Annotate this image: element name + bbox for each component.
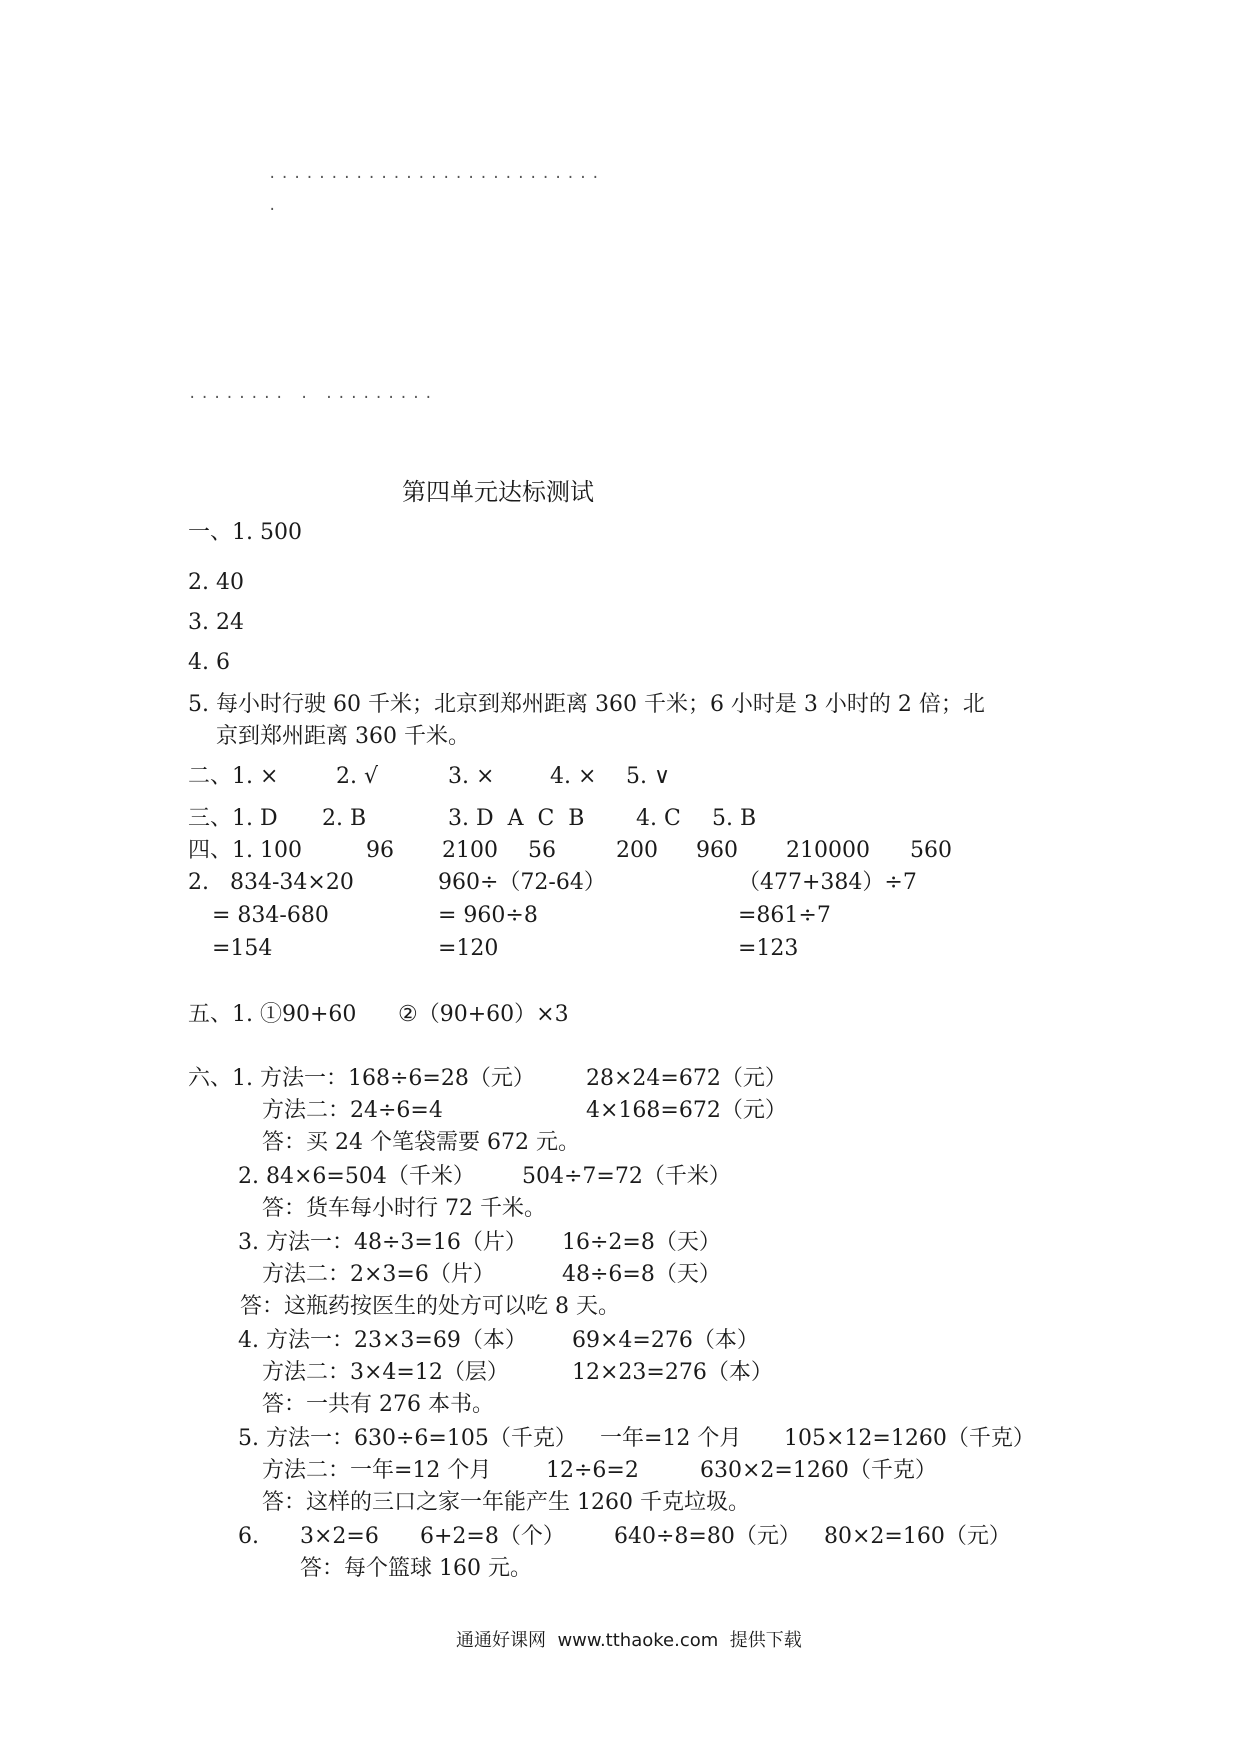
s6-q1-answer: 答：买 24 个笔袋需要 672 元。 [262,1130,580,1155]
s3-item-1: 三、1. D [188,806,278,831]
s4-c2-1: 960÷（72-64） [438,870,606,895]
s6-q2a-1: 2. 84×6=504（千米） [238,1164,475,1189]
s6-q6-answer: 答：每个篮球 160 元。 [300,1556,532,1581]
s5-item-2: ②（90+60）×3 [398,1002,569,1027]
s4-c3-3: =123 [738,936,799,961]
s6-q5a-2: 一年=12 个月 [600,1426,742,1451]
s6-q1b-1: 方法二：24÷6=4 [262,1098,443,1123]
s4-c1-3: =154 [212,936,273,961]
s4-c1-1: 2. 834-34×20 [188,870,354,895]
s4-r1-4: 56 [528,838,556,863]
s6-q6a-4: 80×2=160（元） [824,1524,1011,1549]
s1-line-5b: 京到郑州距离 360 千米。 [216,724,470,749]
s6-q3a-1: 3. 方法一：48÷3=16（片） [238,1230,527,1255]
s6-q5a-1: 5. 方法一：630÷6=105（千克） [238,1426,577,1451]
s3-item-4: 4. C [636,806,681,831]
s1-line-2: 2. 40 [188,570,244,595]
s3-item-2: 2. B [322,806,367,831]
s4-r1-6: 960 [696,838,738,863]
s6-q6-num: 6. [238,1524,259,1549]
s4-c2-2: = 960÷8 [438,903,538,928]
s4-r1-8: 560 [910,838,952,863]
s6-q1a-1: 六、1. 方法一：168÷6=28（元） [188,1066,535,1091]
s1-line-3: 3. 24 [188,610,244,635]
s6-q6a-2: 6+2=8（个） [420,1524,565,1549]
s4-c3-1: （477+384）÷7 [738,870,917,895]
s6-q5b-3: 630×2=1260（千克） [700,1458,937,1483]
s6-q4b-2: 12×23=276（本） [572,1360,773,1385]
s3-item-5: 5. B [712,806,757,831]
s1-line-1: 一、1. 500 [188,520,302,545]
s2-item-5: 5. ∨ [626,764,671,789]
s4-r1-5: 200 [616,838,658,863]
s6-q6a-3: 640÷8=80（元） [614,1524,801,1549]
decor-dots-2: . [268,198,281,214]
s4-r1-2: 96 [366,838,394,863]
s2-item-3: 3. × [448,764,495,789]
s1-line-5a: 5. 每小时行驶 60 千米；北京到郑州距离 360 千米；6 小时是 3 小时的 2 倍；北 [188,692,985,717]
s6-q3b-2: 48÷6=8（天） [562,1262,721,1287]
s6-q4a-1: 4. 方法一：23×3=69（本） [238,1328,527,1353]
s4-c1-2: = 834-680 [212,903,329,928]
s6-q1a-2: 28×24=672（元） [586,1066,787,1091]
s6-q1b-2: 4×168=672（元） [586,1098,787,1123]
s6-q5b-2: 12÷6=2 [546,1458,639,1483]
page-footer: 通通好课网 www.tthaoke.com 提供下载 [456,1630,802,1651]
s6-q3-answer: 答：这瓶药按医生的处方可以吃 8 天。 [240,1294,620,1319]
s6-q2a-2: 504÷7=72（千米） [522,1164,731,1189]
s6-q5a-3: 105×12=1260（千克） [784,1426,1035,1451]
s6-q3a-2: 16÷2=8（天） [562,1230,721,1255]
s4-r1-7: 210000 [786,838,870,863]
s6-q5b-1: 方法二：一年=12 个月 [262,1458,492,1483]
decor-dots-3: ........ . ......... [188,386,437,402]
decor-dots-1: ........................... [268,166,604,182]
s6-q3b-1: 方法二：2×3=6（片） [262,1262,495,1287]
s4-c2-3: =120 [438,936,499,961]
s4-r1-3: 2100 [442,838,498,863]
s4-c3-2: =861÷7 [738,903,831,928]
s2-item-4: 4. × [550,764,597,789]
s3-item-3: 3. D A C B [448,806,585,831]
s6-q2-answer: 答：货车每小时行 72 千米。 [262,1196,546,1221]
s2-item-1: 二、1. × [188,764,279,789]
s6-q4-answer: 答：一共有 276 本书。 [262,1392,494,1417]
s4-r1-1: 四、1. 100 [188,838,302,863]
s1-line-4: 4. 6 [188,650,230,675]
s6-q4a-2: 69×4=276（本） [572,1328,759,1353]
s6-q6a-1: 3×2=6 [300,1524,379,1549]
s6-q5-answer: 答：这样的三口之家一年能产生 1260 千克垃圾。 [262,1490,750,1515]
s2-item-2: 2. √ [336,764,379,789]
s6-q4b-1: 方法二：3×4=12（层） [262,1360,509,1385]
s5-item-1: 五、1. ①90+60 [188,1002,357,1027]
page-title: 第四单元达标测试 [402,478,594,506]
